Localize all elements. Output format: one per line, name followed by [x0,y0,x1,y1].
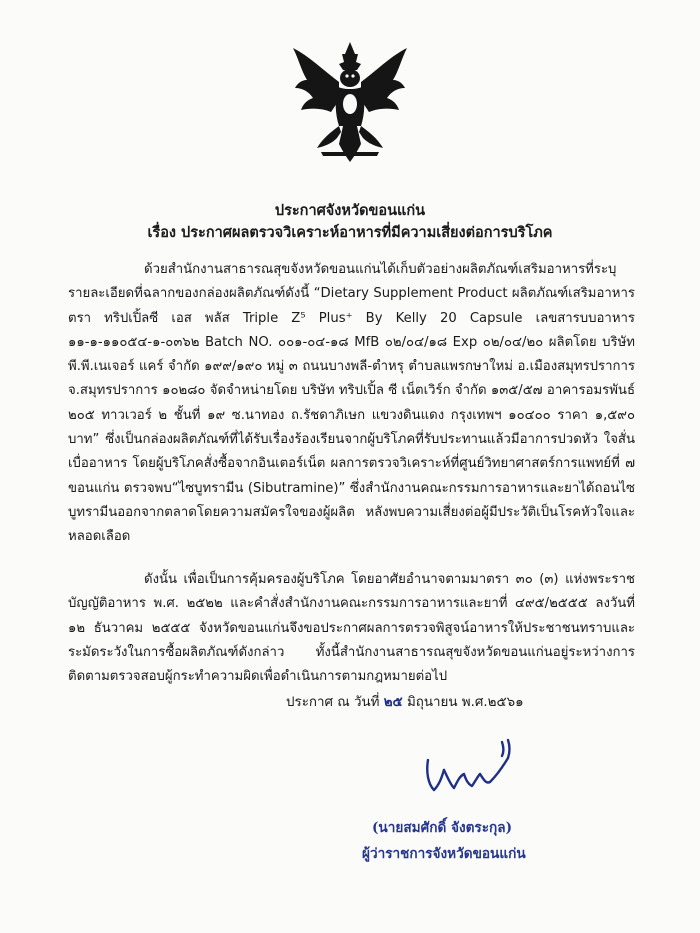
handwritten-signature-icon [418,732,538,802]
document-subject: เรื่อง ประกาศผลตรวจวิเคราะห์อาหารที่มีความเสี่ยงต่อการบริโภค [147,225,553,241]
announcement-date [286,691,524,712]
announce-day: ๒๕ [383,695,403,710]
announce-prefix: ประกาศ ณ วันที่ [286,695,384,710]
body-paragraph-1 [68,258,635,550]
announce-suffix: มิถุนายน พ.ศ.๒๕๖๑ [402,695,524,710]
body-paragraph-2 [68,568,635,689]
signer-title: ผู้ว่าราชการจังหวัดขอนแก่น [362,846,526,862]
signer-name: (นายสมศักดิ์ จังตระกุล) [372,820,513,836]
paragraph-1-text: ด้วยสำนักงานสาธารณสุขจังหวัดขอนแก่นได้เก็บตัวอย่างผลิตภัณฑ์เสริมอาหารที่ระบุรายละเอียดที่ฉลากของกล่องผลิตภัณฑ์ดังนี้ “Dietary Supplement Product ผลิตภัณฑ์เสริมอาหาร ตรา ทริปเปิ้ลซี เอส พลัส Triple Z⁵ Plus⁺ By Kelly 20 Capsule เลขสารบบอาหาร ๑๑-๑-๑๑๐๕๔-๑-๐๓๖๒ Batch NO. ๐๐๑-๐๔-๑๘ MfB ๐๒/๐๔/๑๘ Exp ๐๒/๐๔/๒๐ ผลิตโดย บริษัท พี.พี.เนเจอร์ แคร์ จำกัด ๑๙๙/๑๙๐ หมู่ ๓ ถนนบางพลี-ตำหรุ ตำบลแพรกษาใหม่ อ.เมืองสมุทรปราการ จ.สมุทรปราการ ๑๐๒๘๐ จัดจำหน่ายโดย บริษัท ทริปเปิ้ล ซี เน็ตเวิร์ก จำกัด ๑๓๕/๕๗ อาคารอมรพันธ์ ๒๐๕ ทาวเวอร์ ๒ ชั้นที่ ๑๙ ซ.นาทอง ถ.รัชดาภิเษก แขวงดินแดง กรุงเทพฯ ๑๐๔๐๐ ราคา ๑,๕๙๐ บาท” ซึ่งเป็นกล่องผลิตภัณฑ์ที่ได้รับเรื่องร้องเรียนจากผู้บริโภคที่รับประทานแล้วมีอาการปวดหัว ใจสั่น เบื่ออาหาร โดยผู้บริโภคสั่งซื้อจากอินเตอร์เน็ต ผลการตรวจวิเคราะห์ที่ศูนย์วิทยาศาสตร์การแพทย์ที่ ๗ ขอนแก่น ตรวจพบ“ไซบูทรามีน (Sibutramine)” ซึ่งสำนักงานคณะกรรมการอาหารและยาได้ถอนไซบูทรามีนออกจากตลาดโดยความสมัครใจของผู้ผลิต หลังพบความเสี่ยงต่อผู้มีประวัติเป็นโรคหัวใจและหลอดเลือด [68,262,635,545]
paragraph-2-text: ดังนั้น เพื่อเป็นการคุ้มครองผู้บริโภค โดยอาศัยอำนาจตามมาตรา ๓๐ (๓) แห่งพระราชบัญญัติอาหาร พ.ศ. ๒๕๒๒ และคำสั่งสำนักงานคณะกรรมการอาหารและยาที่ ๔๙๕/๒๕๕๕ ลงวันที่ ๑๒ ธันวาคม ๒๕๕๕ จังหวัดขอนแก่นจึงขอประกาศผลการตรวจพิสูจน์อาหารให้ประชาชนทราบและระมัดระวังในการซื้อผลิตภัณฑ์ดังกล่าว ทั้งนี้สำนักงานสาธารณสุขจังหวัดขอนแก่นอยู่ระหว่างการติดตามตรวจสอบผู้กระทำความผิดเพื่อดำเนินการตามกฎหมายต่อไป [68,572,635,685]
garuda-emblem-icon [287,40,413,165]
document-title: ประกาศจังหวัดขอนแก่น [274,203,426,219]
